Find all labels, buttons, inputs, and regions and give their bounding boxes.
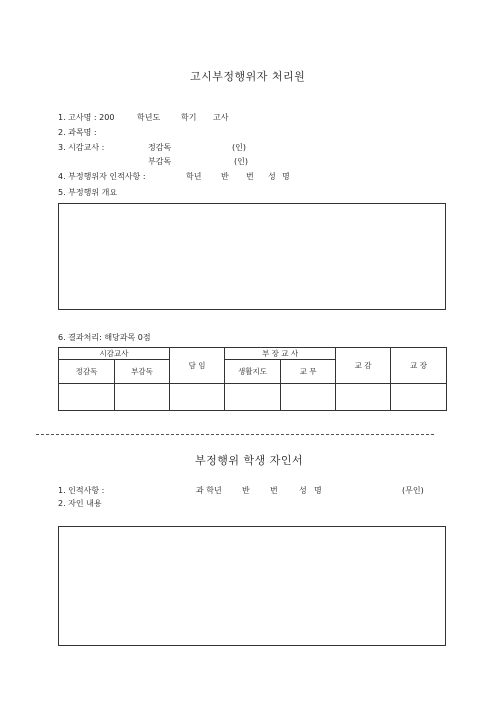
- academic-affairs-header: 교 무: [281, 360, 336, 384]
- sign-cell-sub[interactable]: [115, 384, 170, 411]
- dept-grade-label: 과 학년: [196, 486, 222, 495]
- cut-line: [36, 434, 434, 435]
- sign-cell-main[interactable]: [59, 384, 115, 411]
- sub-supervisor-header: 부감독: [115, 360, 170, 384]
- sub-supervisor-label: 부감독: [148, 157, 172, 166]
- sign-cell-academic[interactable]: [281, 384, 336, 411]
- life-guidance-header: 생활지도: [225, 360, 281, 384]
- school-year-label: 학년도: [137, 113, 161, 122]
- sign-cell-homeroom[interactable]: [170, 384, 225, 411]
- thumbprint-label: (무인): [402, 486, 424, 495]
- main-supervisor-label: 정감독: [148, 143, 172, 152]
- number-label-2: 번: [270, 486, 278, 495]
- sign-cell-life[interactable]: [225, 384, 281, 411]
- signature-table: [58, 347, 447, 411]
- vice-principal-header: 교 감: [336, 348, 391, 384]
- offender-info-label: 4. 부정행위자 인적사항 :: [58, 172, 146, 181]
- class-label: 반: [221, 172, 229, 181]
- confession-box[interactable]: [58, 526, 446, 646]
- exam-name-label: 1. 고사명 : 200: [58, 113, 115, 122]
- dept-head-header: 부 장 교 사: [225, 348, 336, 360]
- name-label-2b: 명: [314, 486, 322, 495]
- personal-info-label: 1. 인적사항 :: [58, 486, 105, 495]
- main-supervisor-seal: (인): [232, 143, 246, 152]
- supervisors-header: 시감교사: [59, 348, 170, 360]
- semester-label: 학기: [181, 113, 197, 122]
- grade-label: 학년: [186, 172, 202, 181]
- overview-label: 5. 부정행위 개요: [58, 188, 118, 197]
- name-label-1: 성: [268, 172, 276, 181]
- principal-header: 교 장: [391, 348, 447, 384]
- main-supervisor-header: 정감독: [59, 360, 115, 384]
- sign-cell-principal[interactable]: [391, 384, 447, 411]
- sign-cell-vice[interactable]: [336, 384, 391, 411]
- sub-supervisor-seal: (인): [234, 157, 248, 166]
- name-label-2: 명: [282, 172, 290, 181]
- homeroom-header: 담 임: [170, 348, 225, 384]
- overview-box[interactable]: [58, 203, 446, 310]
- class-label-2: 반: [242, 486, 250, 495]
- subject-label: 2. 과목명 :: [58, 128, 97, 137]
- result-label: 6. 결과처리: 해당과목 0점: [58, 333, 151, 342]
- confession-content-label: 2. 자인 내용: [58, 499, 102, 508]
- form-title: 고시부정행위자 처리원: [190, 70, 306, 83]
- exam-label: 고사: [213, 113, 229, 122]
- number-label: 번: [246, 172, 254, 181]
- supervisor-label: 3. 시감교사 :: [58, 143, 105, 152]
- name-label-2a: 성: [299, 486, 307, 495]
- confession-title: 부정행위 학생 자인서: [195, 454, 304, 467]
